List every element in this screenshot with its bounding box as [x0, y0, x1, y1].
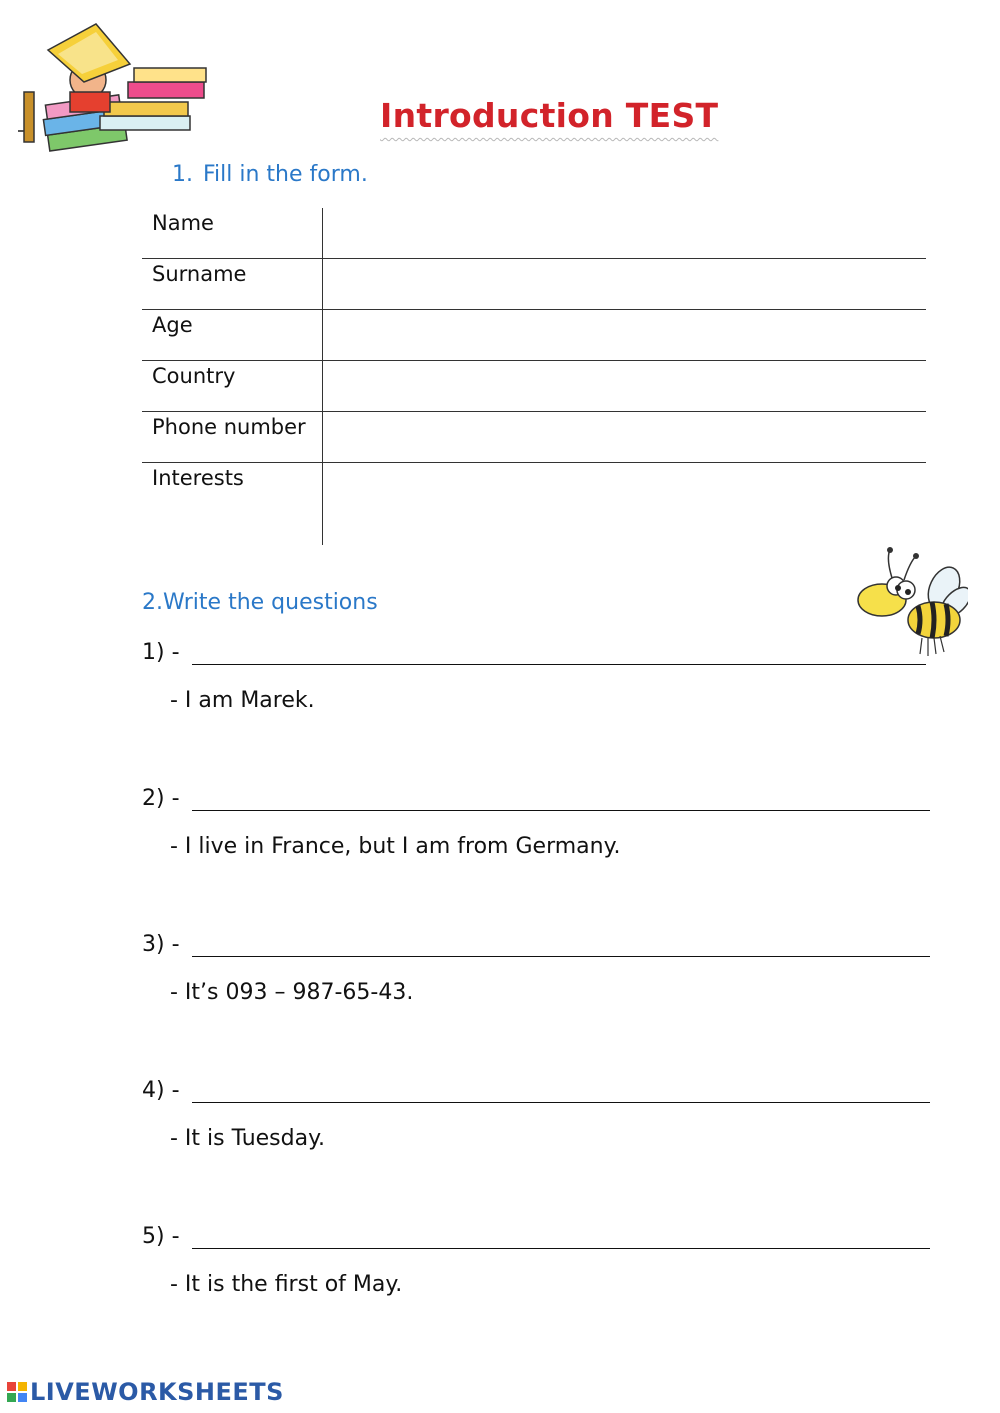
section-1-text: Fill in the form.: [203, 162, 368, 187]
question-number: 2) -: [142, 786, 180, 811]
question-2: [142, 786, 930, 811]
surname-answer-field[interactable]: [322, 259, 926, 309]
question-1: [142, 640, 926, 665]
liveworksheets-logo-icon: [6, 1381, 28, 1403]
section-1-heading: [172, 162, 368, 187]
question-4: [142, 1078, 930, 1103]
question-number: 4) -: [142, 1078, 180, 1103]
form-label: Phone number: [152, 415, 306, 439]
question-3: [142, 932, 930, 957]
question-number: 5) -: [142, 1224, 180, 1249]
question-3-blank[interactable]: [192, 932, 930, 957]
form-label: Surname: [152, 262, 247, 286]
answer-1: - I am Marek.: [170, 688, 315, 713]
form-row-country: [142, 361, 926, 412]
section-2-heading: 2.Write the questions: [142, 590, 378, 615]
answer-2: - I live in France, but I am from Germany.: [170, 834, 621, 859]
phone-answer-field[interactable]: [322, 412, 926, 462]
answer-4: - It is Tuesday.: [170, 1126, 325, 1151]
form-row-name: [142, 208, 926, 259]
section-1-number: 1.: [172, 162, 193, 187]
liveworksheets-logo-text: LIVEWORKSHEETS: [30, 1378, 284, 1406]
personal-info-form: [142, 208, 926, 545]
question-1-blank[interactable]: [192, 640, 926, 665]
country-answer-field[interactable]: [322, 361, 926, 411]
question-5-blank[interactable]: [192, 1224, 930, 1249]
question-2-blank[interactable]: [192, 786, 930, 811]
question-number: 3) -: [142, 932, 180, 957]
form-label: Country: [152, 364, 236, 388]
books-illustration: [18, 20, 218, 160]
form-row-surname: [142, 259, 926, 310]
form-row-phone: [142, 412, 926, 463]
liveworksheets-logo: [6, 1378, 284, 1406]
name-answer-field[interactable]: [322, 208, 926, 258]
page-title: Introduction TEST: [380, 96, 719, 135]
form-row-age: [142, 310, 926, 361]
answer-5: - It is the first of May.: [170, 1272, 403, 1297]
form-label: Age: [152, 313, 193, 337]
form-label: Name: [152, 211, 214, 235]
answer-3: - It’s 093 – 987-65-43.: [170, 980, 414, 1005]
question-4-blank[interactable]: [192, 1078, 930, 1103]
form-label: Interests: [152, 466, 244, 490]
question-5: [142, 1224, 930, 1249]
form-row-interests: [142, 463, 926, 545]
question-number: 1) -: [142, 640, 180, 665]
age-answer-field[interactable]: [322, 310, 926, 360]
interests-answer-field[interactable]: [322, 463, 926, 545]
